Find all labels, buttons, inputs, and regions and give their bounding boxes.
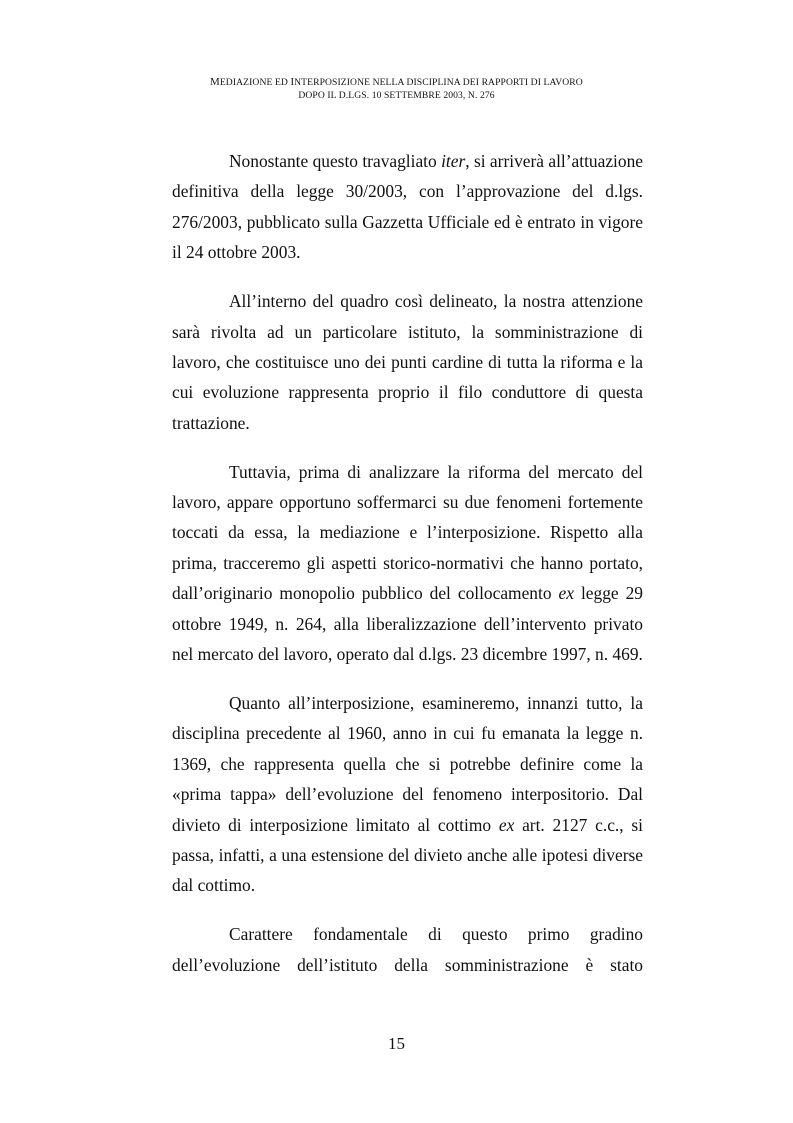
text-run: art. 2127 c.c., si passa, infatti, a una estensione del divieto anche alle ipotesi diverse dal cottimo. bbox=[172, 814, 643, 896]
paragraph bbox=[172, 457, 643, 670]
paragraph bbox=[172, 286, 643, 438]
text-run: legge 29 ottobre 1949, n. 264, alla liberalizzazione dell’intervento privato nel mercato del lavoro, operato dal d.lgs. 23 dicembre 1997, n. 469. bbox=[172, 583, 643, 665]
text-run: Nonostante questo travagliato bbox=[229, 151, 442, 171]
body-text bbox=[172, 146, 643, 980]
text-run: Tuttavia, prima di analizzare la riforma del mercato del lavoro, appare opportuno soffermarci su due fenomeni fortemente toccati da essa, la mediazione e l’interposizione. Rispetto alla prima, tracceremo gli aspetti storico-normativi che hanno portato, dall’originario monopolio pubblico del collocamento bbox=[172, 461, 643, 604]
italic-term: iter bbox=[441, 151, 466, 171]
header-initial: I bbox=[290, 76, 295, 88]
page-number: 15 bbox=[388, 1034, 405, 1053]
paragraph bbox=[172, 688, 643, 901]
text-run: All’interno del quadro così delineato, la nostra attenzione sarà rivolta ad un particolare istituto, la somministrazione di lavoro, che costituisce uno dei punti cardine di tutta la riforma e la cui evoluzione rappresenta proprio il filo conduttore di questa trattazione. bbox=[172, 291, 643, 433]
italic-term: ex bbox=[558, 583, 574, 604]
paragraph bbox=[172, 919, 643, 980]
running-header bbox=[0, 76, 793, 102]
text-run: Carattere fondamentale di questo primo gradino dell’evoluzione dell’istituto della somministrazione è stato bbox=[172, 924, 643, 975]
header-initial: M bbox=[210, 76, 220, 88]
running-header-line-2: DOPO IL D.LGS. 10 SETTEMBRE 2003, N. 276 bbox=[298, 90, 495, 101]
paragraph bbox=[172, 146, 643, 268]
running-header-line-1: MEDIAZIONE ED INTERPOSIZIONE NELLA DISCIPLINA DEI RAPPORTI DI LAVORO bbox=[210, 76, 583, 88]
text-run: Quanto all’interposizione, esamineremo, innanzi tutto, la disciplina precedente al 1960, anno in cui fu emanata la legge n. 1369, che rappresenta quella che si potrebbe definire come la «prima tappa» dell’evoluzione del fenomeno interpositorio. Dal divieto di interposizione limitato al cottimo bbox=[172, 693, 643, 835]
italic-term: ex bbox=[498, 814, 515, 835]
text-run: , si arriverà all’attuazione definitiva della legge 30/2003, con l’approvazione del d.lgs. 276/2003, pubblicato sulla Gazzetta Ufficiale ed è entrato in vigore il 24 ottobre 2003. bbox=[172, 151, 643, 263]
